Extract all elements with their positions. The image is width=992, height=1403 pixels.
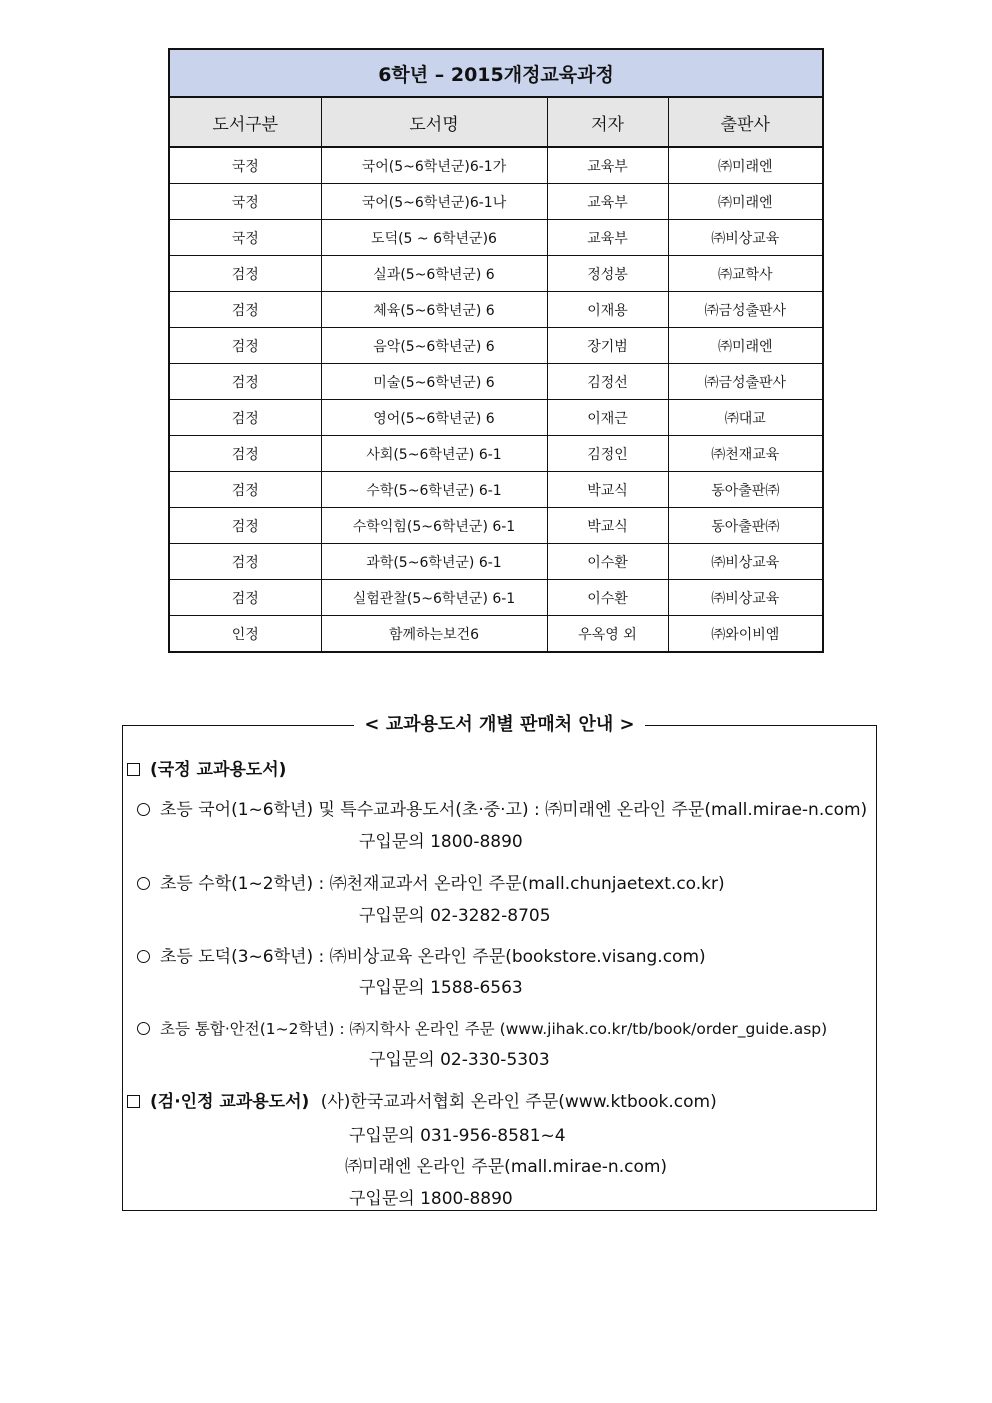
cell-author: 정성봉 <box>547 256 668 292</box>
table-row <box>169 256 823 292</box>
table-row <box>169 184 823 220</box>
cell-author: 장기범 <box>547 328 668 364</box>
national-heading-text: (국정 교과용도서) <box>150 760 287 780</box>
cell-publisher: ㈜대교 <box>668 400 823 436</box>
cell-category: 국정 <box>169 147 321 184</box>
cell-publisher: ㈜교학사 <box>668 256 823 292</box>
textbook-table <box>168 48 824 653</box>
national-item-4 <box>137 1017 827 1041</box>
cell-book-name: 영어(5~6학년군) 6 <box>321 400 547 436</box>
cell-author: 김정선 <box>547 364 668 400</box>
cell-category: 검정 <box>169 436 321 472</box>
approved-line-2: 구입문의 031-956-8581~4 <box>349 1126 566 1146</box>
cell-publisher: ㈜비상교육 <box>668 580 823 616</box>
cell-publisher: ㈜천재교육 <box>668 436 823 472</box>
cell-category: 인정 <box>169 616 321 653</box>
cell-author: 교육부 <box>547 220 668 256</box>
cell-publisher: ㈜비상교육 <box>668 220 823 256</box>
national-item-2-text: 초등 수학(1~2학년) : ㈜천재교과서 온라인 주문(mall.chunjaetext.co.kr) <box>160 874 725 894</box>
national-section-heading <box>127 758 286 782</box>
cell-author: 박교식 <box>547 508 668 544</box>
national-item-1 <box>137 798 867 822</box>
table-row <box>169 292 823 328</box>
header-publisher: 출판사 <box>668 97 823 147</box>
cell-publisher: 동아출판㈜ <box>668 508 823 544</box>
table-row <box>169 436 823 472</box>
national-item-3-text: 초등 도덕(3~6학년) : ㈜비상교육 온라인 주문(bookstore.visang.com) <box>160 947 706 967</box>
cell-category: 검정 <box>169 292 321 328</box>
cell-book-name: 국어(5~6학년군)6-1가 <box>321 147 547 184</box>
cell-category: 국정 <box>169 184 321 220</box>
cell-publisher: ㈜미래엔 <box>668 328 823 364</box>
cell-category: 검정 <box>169 544 321 580</box>
national-item-4-phone: 구입문의 02-330-5303 <box>369 1050 550 1070</box>
national-item-4-text: 초등 통합·안전(1~2학년) : ㈜지학사 온라인 주문 (www.jihak.co.kr/tb/book/order_guide.asp) <box>160 1020 828 1038</box>
table-row <box>169 472 823 508</box>
table-header-row <box>169 97 823 147</box>
cell-book-name: 사회(5~6학년군) 6-1 <box>321 436 547 472</box>
cell-category: 검정 <box>169 364 321 400</box>
circle-bullet-icon <box>137 950 150 963</box>
circle-bullet-icon <box>137 1022 150 1035</box>
cell-publisher: ㈜미래엔 <box>668 184 823 220</box>
cell-author: 이재용 <box>547 292 668 328</box>
checkbox-icon <box>127 1095 140 1108</box>
national-item-2 <box>137 872 725 896</box>
approved-section <box>127 1090 717 1114</box>
cell-publisher: ㈜금성출판사 <box>668 292 823 328</box>
cell-author: 이재근 <box>547 400 668 436</box>
cell-publisher: 동아출판㈜ <box>668 472 823 508</box>
cell-publisher: ㈜미래엔 <box>668 147 823 184</box>
cell-category: 검정 <box>169 508 321 544</box>
cell-publisher: ㈜금성출판사 <box>668 364 823 400</box>
cell-category: 검정 <box>169 472 321 508</box>
table-row <box>169 508 823 544</box>
national-item-3 <box>137 945 706 969</box>
cell-author: 김정인 <box>547 436 668 472</box>
cell-book-name: 수학(5~6학년군) 6-1 <box>321 472 547 508</box>
table-row <box>169 616 823 653</box>
approved-line-1: (사)한국교과서협회 온라인 주문(www.ktbook.com) <box>320 1092 717 1112</box>
table-row <box>169 328 823 364</box>
purchase-info-box <box>122 714 877 1211</box>
national-item-2-phone: 구입문의 02-3282-8705 <box>359 906 551 926</box>
cell-book-name: 실험관찰(5~6학년군) 6-1 <box>321 580 547 616</box>
cell-book-name: 수학익힘(5~6학년군) 6-1 <box>321 508 547 544</box>
approved-heading-text: (검·인정 교과용도서) <box>150 1092 310 1112</box>
cell-category: 검정 <box>169 256 321 292</box>
cell-book-name: 함께하는보건6 <box>321 616 547 653</box>
info-title: < 교과용도서 개별 판매처 안내 > <box>354 714 644 735</box>
cell-category: 국정 <box>169 220 321 256</box>
header-category: 도서구분 <box>169 97 321 147</box>
cell-category: 검정 <box>169 328 321 364</box>
cell-book-name: 과학(5~6학년군) 6-1 <box>321 544 547 580</box>
header-author: 저자 <box>547 97 668 147</box>
cell-author: 교육부 <box>547 147 668 184</box>
cell-publisher: ㈜와이비엠 <box>668 616 823 653</box>
cell-book-name: 음악(5~6학년군) 6 <box>321 328 547 364</box>
national-item-1-text: 초등 국어(1~6학년) 및 특수교과용도서(초·중·고) : ㈜미래엔 온라인 주문(mall.mirae-n.com) <box>160 800 868 820</box>
cell-book-name: 국어(5~6학년군)6-1나 <box>321 184 547 220</box>
table-title: 6학년 – 2015개정교육과정 <box>169 49 823 97</box>
checkbox-icon <box>127 763 140 776</box>
approved-line-3: ㈜미래엔 온라인 주문(mall.mirae-n.com) <box>345 1157 668 1177</box>
cell-category: 검정 <box>169 580 321 616</box>
cell-publisher: ㈜비상교육 <box>668 544 823 580</box>
circle-bullet-icon <box>137 803 150 816</box>
approved-line-4: 구입문의 1800-8890 <box>349 1189 513 1209</box>
table-row <box>169 400 823 436</box>
table-row <box>169 364 823 400</box>
cell-author: 이수환 <box>547 544 668 580</box>
table-row <box>169 544 823 580</box>
cell-book-name: 실과(5~6학년군) 6 <box>321 256 547 292</box>
cell-book-name: 도덕(5 ~ 6학년군)6 <box>321 220 547 256</box>
table-row <box>169 580 823 616</box>
cell-book-name: 미술(5~6학년군) 6 <box>321 364 547 400</box>
table-row <box>169 220 823 256</box>
national-item-3-phone: 구입문의 1588-6563 <box>359 978 523 998</box>
cell-category: 검정 <box>169 400 321 436</box>
cell-author: 박교식 <box>547 472 668 508</box>
national-item-1-phone: 구입문의 1800-8890 <box>359 832 523 852</box>
header-book-name: 도서명 <box>321 97 547 147</box>
cell-author: 교육부 <box>547 184 668 220</box>
cell-author: 우옥영 외 <box>547 616 668 653</box>
cell-author: 이수환 <box>547 580 668 616</box>
circle-bullet-icon <box>137 877 150 890</box>
cell-book-name: 체육(5~6학년군) 6 <box>321 292 547 328</box>
table-row <box>169 147 823 184</box>
